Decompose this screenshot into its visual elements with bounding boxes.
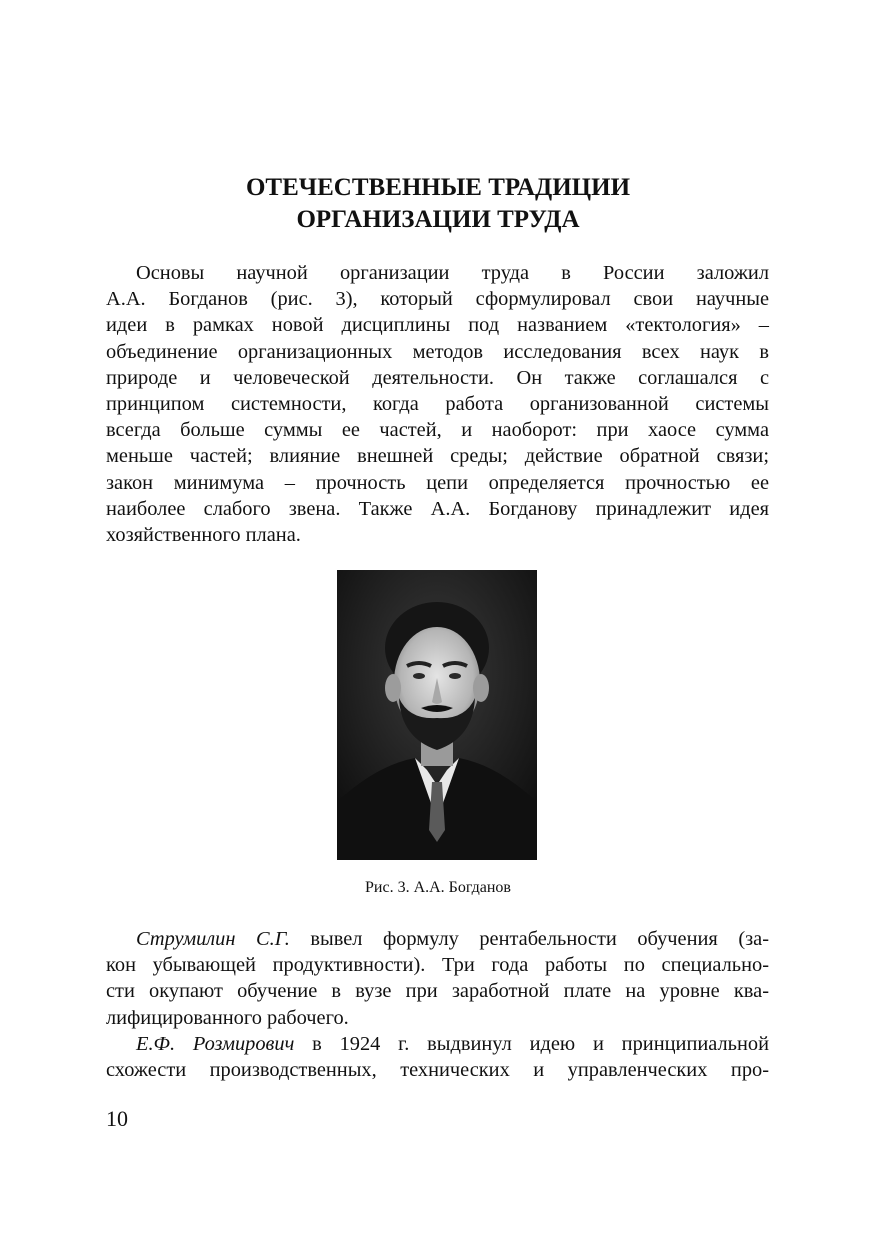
text-line: кон убывающей продуктивности). Три года работы по специально- xyxy=(106,954,769,977)
author-name: Е.Ф. Розмирович xyxy=(136,1032,295,1055)
text-line: объединение организационных методов исследования всех наук в xyxy=(106,340,769,363)
page-title xyxy=(0,172,876,236)
text-fragment: вывел формулу рентабельности обучения (за- xyxy=(289,928,770,950)
text-line: идеи в рамках новой дисциплины под названием «тектология» – xyxy=(106,314,769,337)
text-line: схожести производственных, технических и управленческих про- xyxy=(106,1059,769,1082)
title-line-2: ОРГАНИЗАЦИИ ТРУДА xyxy=(296,206,580,233)
text-line: Основы научной организации труда в России заложил xyxy=(136,262,769,284)
text-line: закон минимума – прочность цепи определяется прочностью ее xyxy=(106,471,769,494)
text-fragment: в 1924 г. выдвинул идею и принципиальной xyxy=(294,1032,769,1055)
paragraph-strumilin xyxy=(106,926,769,1083)
portrait-image xyxy=(337,570,537,860)
figure-caption: Рис. 3. А.А. Богданов xyxy=(365,879,511,896)
text-line: наиболее слабого звена. Также А.А. Богданову принадлежит идея xyxy=(106,497,769,520)
text-line xyxy=(106,926,769,952)
text-line: всегда больше суммы ее частей, и наоборот: при хаосе сумма xyxy=(106,419,769,442)
paragraph-intro xyxy=(106,260,769,548)
text-line: хозяйственного плана. xyxy=(106,524,301,547)
title-line-1: ОТЕЧЕСТВЕННЫЕ ТРАДИЦИИ xyxy=(245,174,631,201)
author-name: Струмилин С.Г. xyxy=(136,928,290,950)
text-line: природе и человеческой деятельности. Он также соглашался с xyxy=(106,366,769,389)
text-line: А.А. Богданов (рис. 3), который сформулировал свои научные xyxy=(106,288,769,311)
text-line: принципом системности, когда работа организованной системы xyxy=(106,393,769,416)
text-line xyxy=(106,1031,769,1057)
page-number: 10 xyxy=(106,1106,128,1131)
text-line: меньше частей; влияние внешней среды; действие обратной связи; xyxy=(106,445,769,468)
text-line: лифицированного рабочего. xyxy=(106,1006,349,1029)
text-line: сти окупают обучение в вузе при заработной плате на уровне ква- xyxy=(106,980,769,1003)
portrait-photo xyxy=(337,570,537,860)
